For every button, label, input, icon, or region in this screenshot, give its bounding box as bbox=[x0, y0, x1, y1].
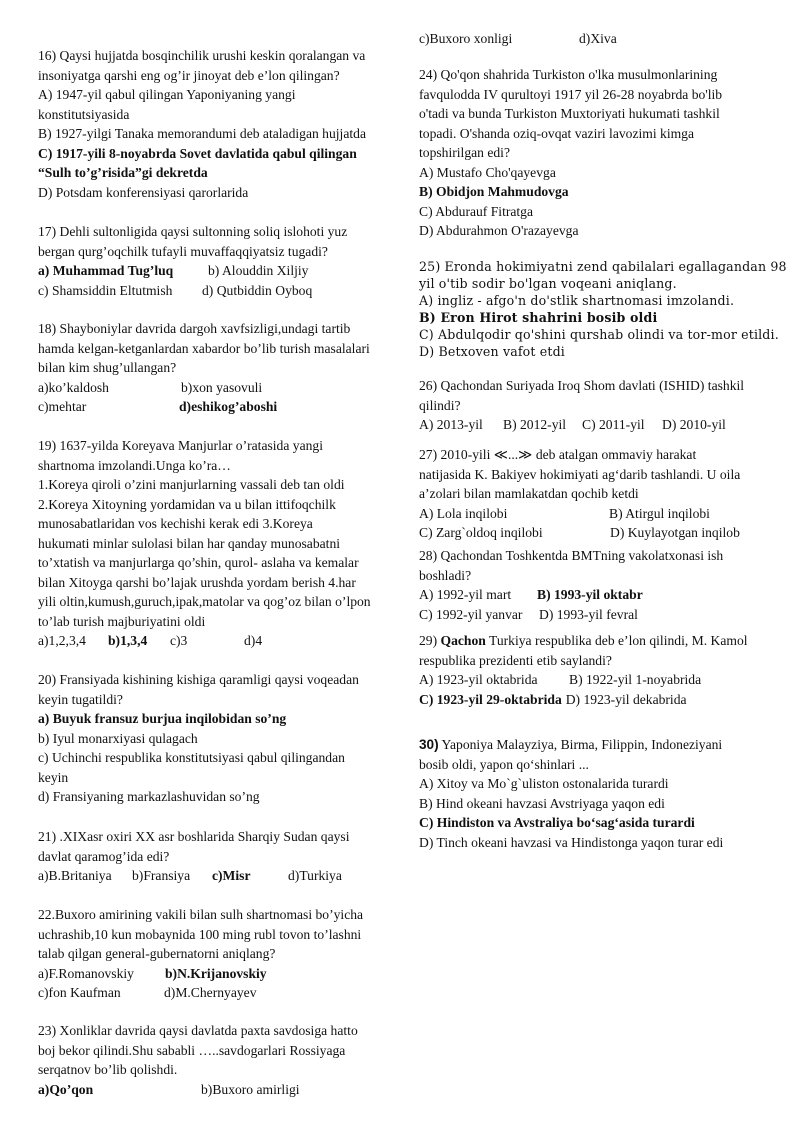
question-text bbox=[419, 735, 789, 755]
option-d: d)Turkiya bbox=[288, 868, 342, 883]
option-b: b)xon yasovuli bbox=[181, 379, 263, 395]
question-text: keyin tugatildi? bbox=[38, 691, 123, 707]
options-row bbox=[419, 523, 789, 543]
question-20 bbox=[38, 670, 400, 807]
options-row bbox=[38, 378, 400, 398]
option-b: B) Hind okeani havzasi Avstriyaga yaqon edi bbox=[419, 795, 665, 811]
question-text-rest: Yaponiya Malayziya, Birma, Filippin, Indoneziyani bbox=[438, 737, 723, 752]
option-c-correct: C) Hindiston va Avstraliya bo‘sag‘asida turardi bbox=[419, 815, 695, 830]
option-a: A) Mustafo Cho'qayevga bbox=[419, 164, 556, 180]
question-30 bbox=[419, 735, 789, 852]
option-b-correct: B) 1993-yil oktabr bbox=[537, 587, 643, 602]
option-c: c)fon Kaufman bbox=[38, 985, 121, 1000]
option-c: c)mehtar bbox=[38, 399, 87, 414]
question-number: 29) bbox=[419, 633, 438, 648]
option-d-correct: d)eshikog’aboshi bbox=[179, 399, 278, 414]
question-23-continued bbox=[419, 29, 789, 49]
option-d: D) Potsdam konferensiyasi qarorlarida bbox=[38, 184, 249, 200]
options-row bbox=[38, 397, 400, 417]
question-text: boj bekor qilindi.Shu sababli …..savdogarlari Rossiyaga bbox=[38, 1042, 346, 1058]
option-a: A) Xitoy va Mo`g`uliston ostonalarida turardi bbox=[419, 776, 669, 791]
question-text: shartnoma imzolandi.Unga ko’ra… bbox=[38, 457, 231, 473]
options-row bbox=[419, 670, 789, 690]
question-number: 30) bbox=[419, 737, 439, 752]
question-text: serqatnov bo’lib qolishdi. bbox=[38, 1062, 178, 1077]
question-text: 20) Fransiyada kishining kishiga qaramligi qaysi voqeadan bbox=[38, 672, 359, 687]
option-c: c) Uchinchi respublika konstitutsiyasi qabul qilingandan bbox=[38, 750, 345, 765]
option-a: A) Lola inqilobi bbox=[419, 505, 508, 521]
option-c: C) Zarg`oldoq inqilobi bbox=[419, 525, 543, 540]
question-text: 24) Qo'qon shahrida Turkiston o'lka musulmonlarining bbox=[419, 67, 718, 82]
question-text: 17) Dehli sultonligida qaysi sultonning soliq islohoti yuz bbox=[38, 224, 348, 239]
options-row bbox=[38, 281, 400, 301]
question-text: bilan kim shug’ullangan? bbox=[38, 360, 177, 375]
option-c: keyin bbox=[38, 769, 69, 785]
question-text: 25) Eronda hokimiyatni zend qabilalari egallagandan 98 bbox=[419, 259, 787, 274]
question-text-rest: Turkiya respublika deb e’lon qilindi, M. Kamol bbox=[485, 633, 748, 648]
option-c: c)Buxoro xonligi bbox=[419, 31, 513, 46]
option-d: D) Tinch okeani havzasi va Hindistonga yaqon turar edi bbox=[419, 834, 724, 850]
option-d: d)4 bbox=[244, 633, 263, 648]
options-row bbox=[38, 866, 400, 886]
question-27 bbox=[419, 445, 789, 543]
question-text: 1.Koreya qiroli o’zini manjurlarning vassali deb tan oldi bbox=[38, 477, 345, 492]
question-text: yili oltin,kumush,guruch,ipak,matolar va qog’oz bilan o’lpon bbox=[38, 594, 371, 609]
question-text: topshirilgan edi? bbox=[419, 145, 510, 160]
option-c: C) 1992-yil yanvar bbox=[419, 606, 523, 622]
option-d: d) Fransiyaning markazlashuvidan so’ng bbox=[38, 789, 260, 804]
option-d: D) Abdurahmon O'razayevga bbox=[419, 223, 579, 238]
options-row bbox=[38, 983, 400, 1003]
option-a: A) 1947-yil qabul qilingan Yaponiyaning yangi bbox=[38, 87, 296, 102]
question-text: 2.Koreya Xitoyning yordamidan va u bilan ittifoqchilk bbox=[38, 496, 336, 512]
options-row bbox=[419, 415, 789, 435]
options-row bbox=[419, 29, 789, 49]
options-row bbox=[419, 690, 789, 710]
option-b: B) Atirgul inqilobi bbox=[609, 505, 710, 521]
question-16 bbox=[38, 46, 400, 202]
question-text: natijasida K. Bakiyev hokimiyati ag‘darib tashlandi. U oila bbox=[419, 466, 741, 482]
question-text: to’xtatish va manjurlarga qo’shin, qurol- aslaha va kemalar bbox=[38, 555, 359, 570]
question-text: respublika prezidenti etib saylandi? bbox=[419, 652, 612, 668]
question-text: yil o'tib sodir bo'lgan voqeani aniqlang. bbox=[419, 276, 677, 291]
question-text bbox=[419, 631, 789, 651]
option-a: A) 1992-yil mart bbox=[419, 587, 512, 602]
options-row bbox=[38, 1080, 400, 1100]
question-26 bbox=[419, 376, 789, 435]
options-row bbox=[38, 261, 400, 281]
question-text: talab qilgan general-gubernatorni aniqlang? bbox=[38, 946, 276, 961]
options-row bbox=[419, 504, 789, 524]
options-row bbox=[38, 964, 400, 984]
option-c: c)3 bbox=[170, 633, 188, 648]
question-text: davlat qaramog’ida edi? bbox=[38, 848, 170, 864]
option-a: a)F.Romanovskiy bbox=[38, 965, 134, 981]
question-text: 18) Shayboniylar davrida dargoh xavfsizligi,undagi tartib bbox=[38, 321, 351, 336]
option-c-correct: “Sulh to’g’risida”gi dekretda bbox=[38, 165, 208, 180]
question-29 bbox=[419, 631, 789, 709]
question-text: uchrashib,10 kun mobaynida 100 ming rubl tovon to’lashni bbox=[38, 926, 362, 942]
option-d: D) Betxoven vafot etdi bbox=[419, 344, 565, 359]
option-b-correct: B) Obidjon Mahmudovga bbox=[419, 184, 569, 199]
question-text: hamda kelgan-ketganlardan xabardor bo’lib turish masalalari bbox=[38, 340, 370, 356]
question-text: bergan qurg’oqchilk tufayli muvaffaqqiyatsiz tugadi? bbox=[38, 243, 328, 259]
question-text: bilan Xitoyga qarshi bo’lajak urushda yordam berish 4.har bbox=[38, 574, 356, 590]
option-a-correct: a) Muhammad Tug’luq bbox=[38, 263, 174, 278]
question-18 bbox=[38, 319, 400, 417]
option-b: B) 1927-yilgi Tanaka memorandumi deb ataladigan hujjatda bbox=[38, 126, 366, 141]
question-text: 27) 2010-yili ≪...≫ deb atalgan ommaviy harakat bbox=[419, 447, 697, 462]
question-text: munosabatlaridan vos kechishi kerak edi 3.Koreya bbox=[38, 516, 313, 531]
question-28 bbox=[419, 546, 789, 624]
options-row bbox=[38, 631, 400, 651]
option-a: A) ingliz - afgo'n do'stlik shartnomasi imzolandi. bbox=[419, 293, 735, 308]
option-c-correct: C) 1917-yili 8-noyabrda Sovet davlatida qabul qilingan bbox=[38, 145, 357, 161]
options-row bbox=[419, 605, 789, 625]
option-d: D) 1993-yil fevral bbox=[539, 606, 638, 622]
question-text: 23) Xonliklar davrida qaysi davlatda paxta savdosiga hatto bbox=[38, 1023, 358, 1038]
question-text: hukumati minlar sulolasi bilan har qanday munosabatni bbox=[38, 535, 341, 551]
question-text: topadi. O'shanda oziq-ovqat vaziri lavozimi kimga bbox=[419, 125, 695, 141]
option-b: B) 2012-yil bbox=[503, 417, 567, 432]
question-text: o'tadi va bunda Turkiston Muxtoriyati hukumati tashkil bbox=[419, 106, 720, 121]
option-a-correct: a) Buyuk fransuz burjua inqilobidan so’ng bbox=[38, 711, 287, 726]
question-text: bosib oldi, yapon qo‘shinlari ... bbox=[419, 756, 589, 772]
question-text: 19) 1637-yilda Koreyava Manjurlar o’ratasida yangi bbox=[38, 438, 323, 453]
option-d: d)M.Chernyayev bbox=[164, 985, 257, 1000]
option-a: a)ko’kaldosh bbox=[38, 379, 109, 395]
option-a: A) 2013-yil bbox=[419, 417, 483, 432]
question-text: 26) Qachondan Suriyada Iroq Shom davlati (ISHID) tashkil bbox=[419, 378, 745, 393]
question-text: insoniyatga qarshi eng og’ir jinoyat deb e’lon qilingan? bbox=[38, 67, 340, 83]
option-d: D) 2010-yil bbox=[662, 417, 726, 432]
option-a: A) 1923-yil oktabrida bbox=[419, 672, 538, 687]
option-d: d)Xiva bbox=[579, 31, 617, 46]
option-c: c) Shamsiddin Eltutmish bbox=[38, 282, 173, 298]
option-a: konstitutsiyasida bbox=[38, 106, 130, 122]
question-text: 22.Buxoro amirining vakili bilan sulh shartnomasi bo’yicha bbox=[38, 907, 364, 922]
question-25 bbox=[419, 258, 789, 360]
question-text: to’lab turish majburiyatini oldi bbox=[38, 613, 206, 629]
option-d: d) Qutbiddin Oyboq bbox=[202, 282, 313, 298]
option-d: D) 1923-yil dekabrida bbox=[565, 691, 687, 707]
option-b: B) 1922-yil 1-noyabrida bbox=[569, 672, 702, 687]
question-text: 16) Qaysi hujjatda bosqinchilik urushi keskin qoralangan va bbox=[38, 48, 366, 63]
question-22 bbox=[38, 905, 400, 1003]
question-text: 28) Qachondan Toshkentda BMTning vakolatxonasi ish bbox=[419, 548, 724, 563]
option-a: a)B.Britaniya bbox=[38, 868, 112, 883]
question-text: qilindi? bbox=[419, 397, 461, 413]
question-keyword: Qachon bbox=[440, 633, 486, 648]
option-b: b)Fransiya bbox=[132, 868, 191, 883]
question-17 bbox=[38, 222, 400, 300]
question-23 bbox=[38, 1021, 400, 1099]
option-a-correct: a)Qo’qon bbox=[38, 1081, 94, 1097]
option-c: C) Abdulqodir qo'shini qurshab olindi va tor-mor etildi. bbox=[419, 327, 779, 342]
question-text: 21) .XIXasr oxiri XX asr boshlarida Sharqiy Sudan qaysi bbox=[38, 829, 350, 844]
options-row bbox=[419, 585, 789, 605]
question-21 bbox=[38, 827, 400, 886]
question-24 bbox=[419, 65, 789, 241]
option-c: C) Abdurauf Fitratga bbox=[419, 203, 534, 219]
option-b: b) Alouddin Xiljiy bbox=[208, 263, 309, 278]
option-a: a)1,2,3,4 bbox=[38, 633, 86, 648]
option-c: C) 2011-yil bbox=[582, 417, 645, 432]
option-b: b)Buxoro amirligi bbox=[201, 1081, 300, 1097]
question-text: boshladi? bbox=[419, 567, 472, 583]
option-c-correct: c)Misr bbox=[212, 868, 251, 883]
question-19 bbox=[38, 436, 400, 651]
question-text: favqulodda IV qurultoyi 1917 yil 26-28 noyabrda bo'lib bbox=[419, 86, 723, 102]
option-b-correct: B) Eron Hirot shahrini bosib oldi bbox=[419, 310, 658, 325]
option-d: D) Kuylayotgan inqilob bbox=[610, 525, 740, 540]
option-c-correct: C) 1923-yil 29-oktabrida bbox=[419, 691, 562, 707]
option-b-correct: b)N.Krijanovskiy bbox=[165, 965, 267, 981]
question-text: a’zolari bilan mamlakatdan qochib ketdi bbox=[419, 486, 639, 501]
option-b: b) Iyul monarxiyasi qulagach bbox=[38, 730, 198, 746]
option-b-correct: b)1,3,4 bbox=[108, 633, 148, 648]
